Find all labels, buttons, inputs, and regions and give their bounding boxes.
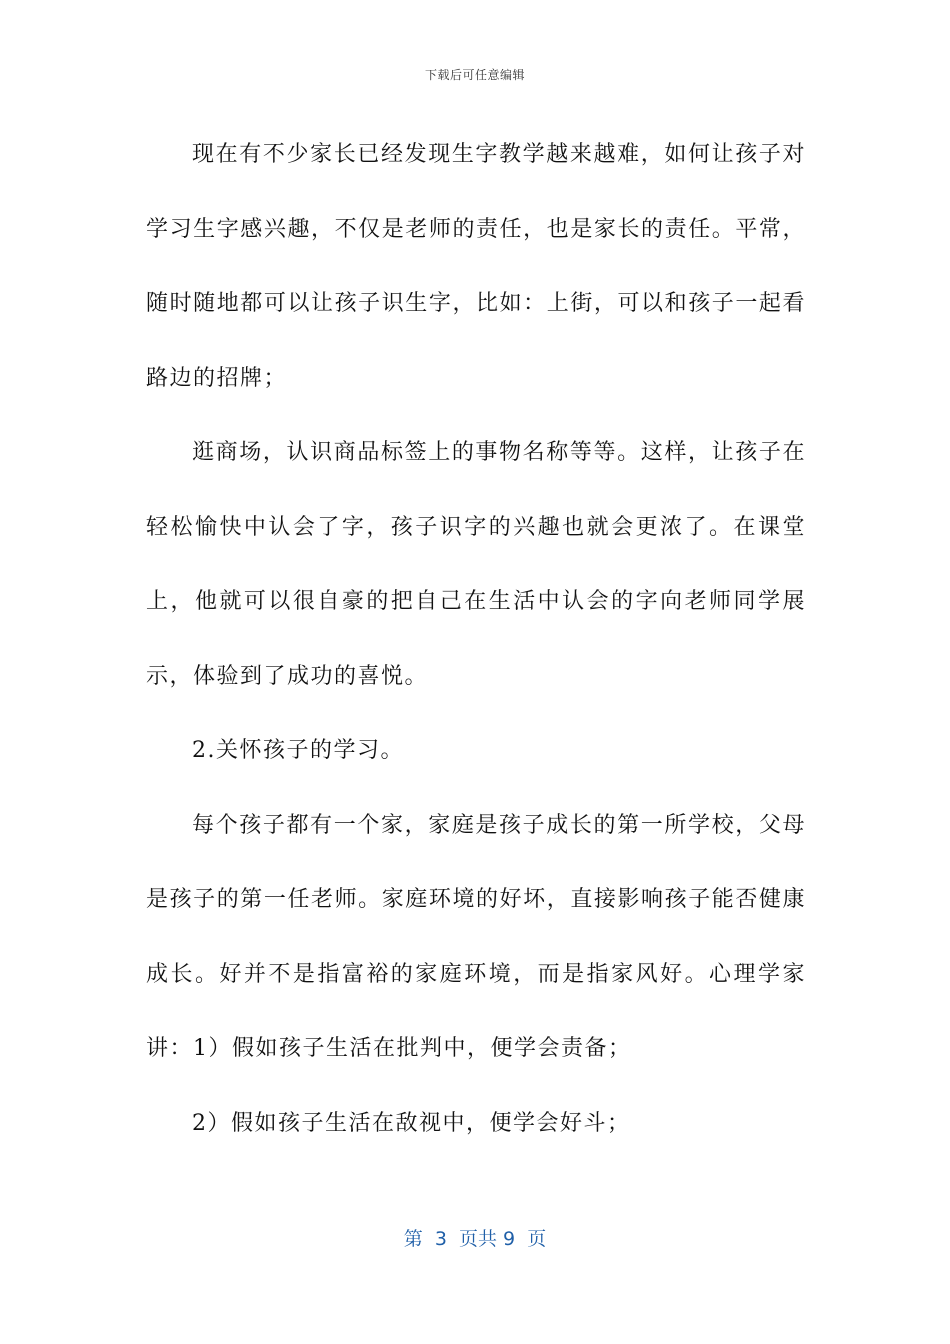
header-note: 下载后可任意编辑 [424,68,525,82]
page-number-footer: 第 3 页共 9 页 [403,1228,547,1250]
document-body [146,118,806,1161]
paragraph: 逛商场，认识商品标签上的事物名称等等。这样，让孩子在轻松愉快中认会了字，孩子识字的兴趣也就会更浓了。在课堂上，他就可以很自豪的把自己在生活中认会的字向老师同学展示，体验到了成功的喜悦。 [146,440,806,689]
paragraph: 现在有不少家长已经发现生字教学越来越难，如何让孩子对学习生字感兴趣，不仅是老师的责任，也是家长的责任。平常，随时随地都可以让孩子识生字，比如：上街，可以和孩子一起看路边的招牌； [146,142,806,391]
paragraph: 2）假如孩子生活在敌视中，便学会好斗； [192,1110,631,1136]
paragraph: 每个孩子都有一个家，家庭是孩子成长的第一所学校，父母是孩子的第一任老师。家庭环境的好坏，直接影响孩子能否健康成长。好并不是指富裕的家庭环境，而是指家风好。心理学家讲：1）假如孩子生活在批判中，便学会责备； [146,812,806,1061]
section-heading: 2.关怀孩子的学习。 [192,738,404,763]
